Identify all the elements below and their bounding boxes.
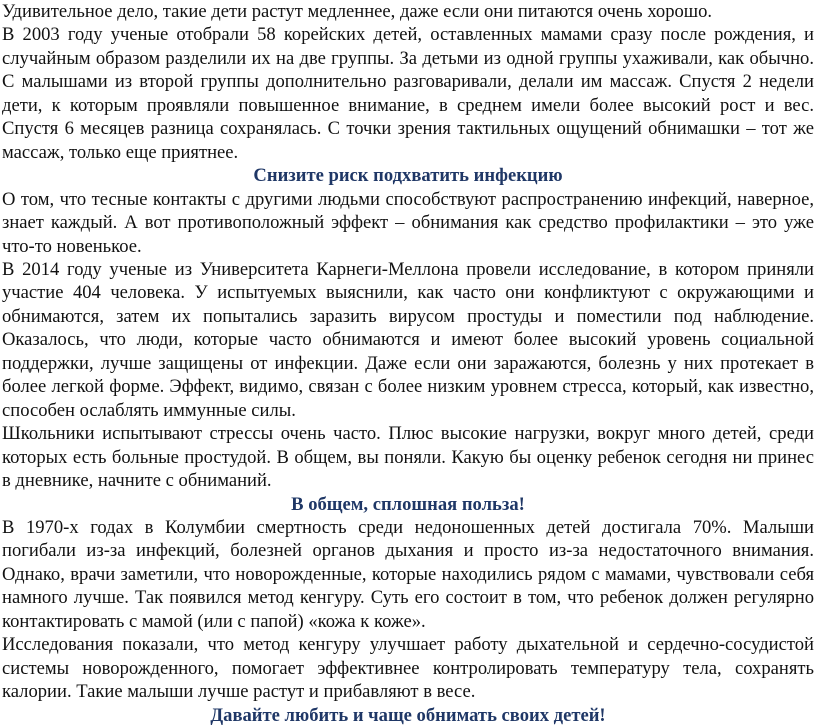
paragraph-contacts: О том, что тесные контакты с другими людьми способствуют распространению инфекций, наверное, знает каждый. А вот противоположный эффект – обнимания как средство профилактики – это уже что-то новенькое. xyxy=(2,188,814,257)
paragraph-kangaroo-research: Исследования показали, что метод кенгуру улучшает работу дыхательной и сердечно-сосудистой системы новорожденного, помогает эффективнее контролировать температуру тела, сохранять калории. Такие малыши лучше растут и прибавляют в весе. xyxy=(2,634,814,703)
paragraph-korean-study: В 2003 году ученые отобрали 58 корейских детей, оставленных мамами сразу после рождения, и случайным образом разделили их на две группы. За детьми из одной группы ухаживали, как обычно. С малышами из второй группы дополнительно разговаривали, делали им массаж. Спустя 2 недели дети, к которым проявляли повышенное внимание, в среднем имели более высокий рост и вес. Спустя 6 месяцев разница сохранялась. С точки зрения тактильных ощущений обнимашки – тот же массаж, только еще приятнее. xyxy=(2,24,814,163)
section-heading-closing: Давайте любить и чаще обнимать своих детей! xyxy=(210,704,606,726)
section-heading-infection: Снизите риск подхватить инфекцию xyxy=(253,165,563,187)
paragraph-intro: Удивительное дело, такие дети растут медленнее, даже если они питаются очень хорошо. xyxy=(2,1,713,22)
section-heading-benefit: В общем, сплошная польза! xyxy=(291,493,525,515)
paragraph-carnegie-study: В 2014 году ученые из Университета Карнеги-Меллона провели исследование, в котором приняли участие 404 человека. У испытуемых выяснили, как часто они конфликтуют с окружающими и обнимаются, затем их попытались заразить вирусом простуды и поместили под наблюдение. Оказалось, что люди, которые часто обнимаются и имеют более высокий уровень социальной поддержки, лучше защищены от инфекции. Даже если они заражаются, болезнь у них протекает в более легкой форме. Эффект, видимо, связан с более низким уровнем стресса, который, как известно, способен ослаблять иммунные силы. xyxy=(2,258,814,421)
paragraph-schoolchildren: Школьники испытывают стрессы очень часто. Плюс высокие нагрузки, вокруг много детей, среди которых есть больные простудой. В общем, вы поняли. Какую бы оценку ребенок сегодня ни принес в дневнике, начните с обниманий. xyxy=(2,423,814,492)
paragraph-kangaroo-method: В 1970-х годах в Колумбии смертность среди недоношенных детей достигала 70%. Малыши погибали из-за инфекций, болезней органов дыхания и просто из-за недостаточного внимания. Однако, врачи заметили, что новорожденные, которые находились рядом с мамами, чувствовали себя намного лучше. Так появился метод кенгуру. Суть его состоит в том, что ребенок должен регулярно контактировать с мамой (или с папой) «кожа к коже». xyxy=(2,516,814,632)
